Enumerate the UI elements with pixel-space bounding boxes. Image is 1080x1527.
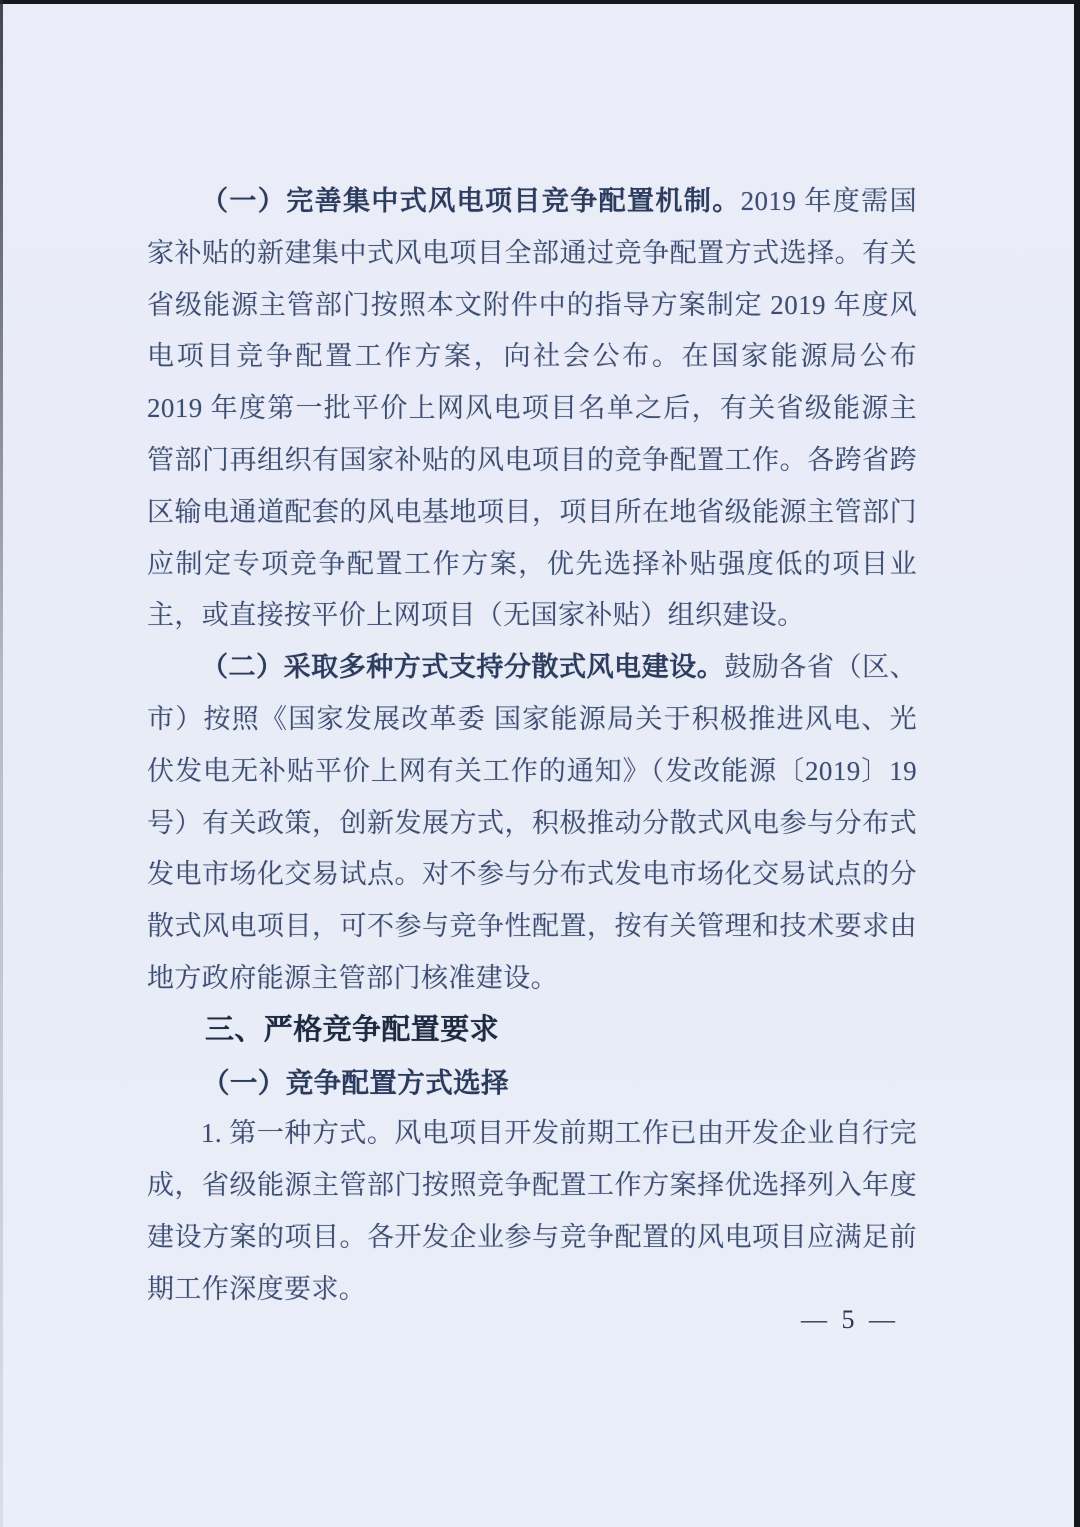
paragraph-text: 鼓励各省（区、市）按照《国家发展改革委 国家能源局关于积极推进风电、光伏发电无补贴平价上网有关工作的通知》（发改能源〔2019〕19号）有关政策，创新发展方式，积极推动分散式风电参与分布式发电市场化交易试点。对不参与分布式发电市场化交易试点的分散式风电项目，可不参与竞争性配置，按有关管理和技术要求由地方政府能源主管部门核准建设。 bbox=[147, 652, 917, 993]
page-number: — 5 — bbox=[801, 1305, 899, 1334]
paragraph-lead: （一）完善集中式风电项目竞争配置机制。 bbox=[201, 186, 741, 216]
paragraph-item-1 bbox=[147, 176, 917, 642]
paragraph-lead: （二）采取多种方式支持分散式风电建设。 bbox=[201, 652, 725, 683]
page-edge-right bbox=[1074, 0, 1080, 1527]
page-edge-left bbox=[0, 0, 3, 1527]
subsection-heading: （一）竞争配置方式选择 bbox=[202, 1066, 509, 1098]
section-heading: 三、严格竞争配置要求 bbox=[205, 1013, 500, 1046]
document-body bbox=[147, 176, 917, 1316]
paragraph-text: 1. 第一种方式。风电项目开发前期工作已由开发企业自行完成，省级能源主管部门按照竞争配置工作方案择优选择列入年度建设方案的项目。各开发企业参与竞争配置的风电项目应满足前期工作深度要求。 bbox=[147, 1118, 917, 1304]
page-edge-top bbox=[0, 0, 1080, 4]
paragraph-item-2 bbox=[147, 642, 917, 1005]
paragraph-text: 2019 年度需国家补贴的新建集中式风电项目全部通过竞争配置方式选择。有关省级能源主管部门按照本文附件中的指导方案制定 2019 年度风电项目竞争配置工作方案，向社会公布。在国家能源局公布 2019 年度第一批平价上网风电项目名单之后，有关省级能源主管部门再组织有国家补贴的风电项目的竞争配置工作。各跨省跨区输电通道配套的风电基地项目，项目所在地省级能源主管部门应制定专项竞争配置工作方案，优先选择补贴强度低的项目业主，或直接按平价上网项目（无国家补贴）组织建设。 bbox=[147, 186, 917, 631]
paragraph-item-3 bbox=[147, 1108, 917, 1315]
